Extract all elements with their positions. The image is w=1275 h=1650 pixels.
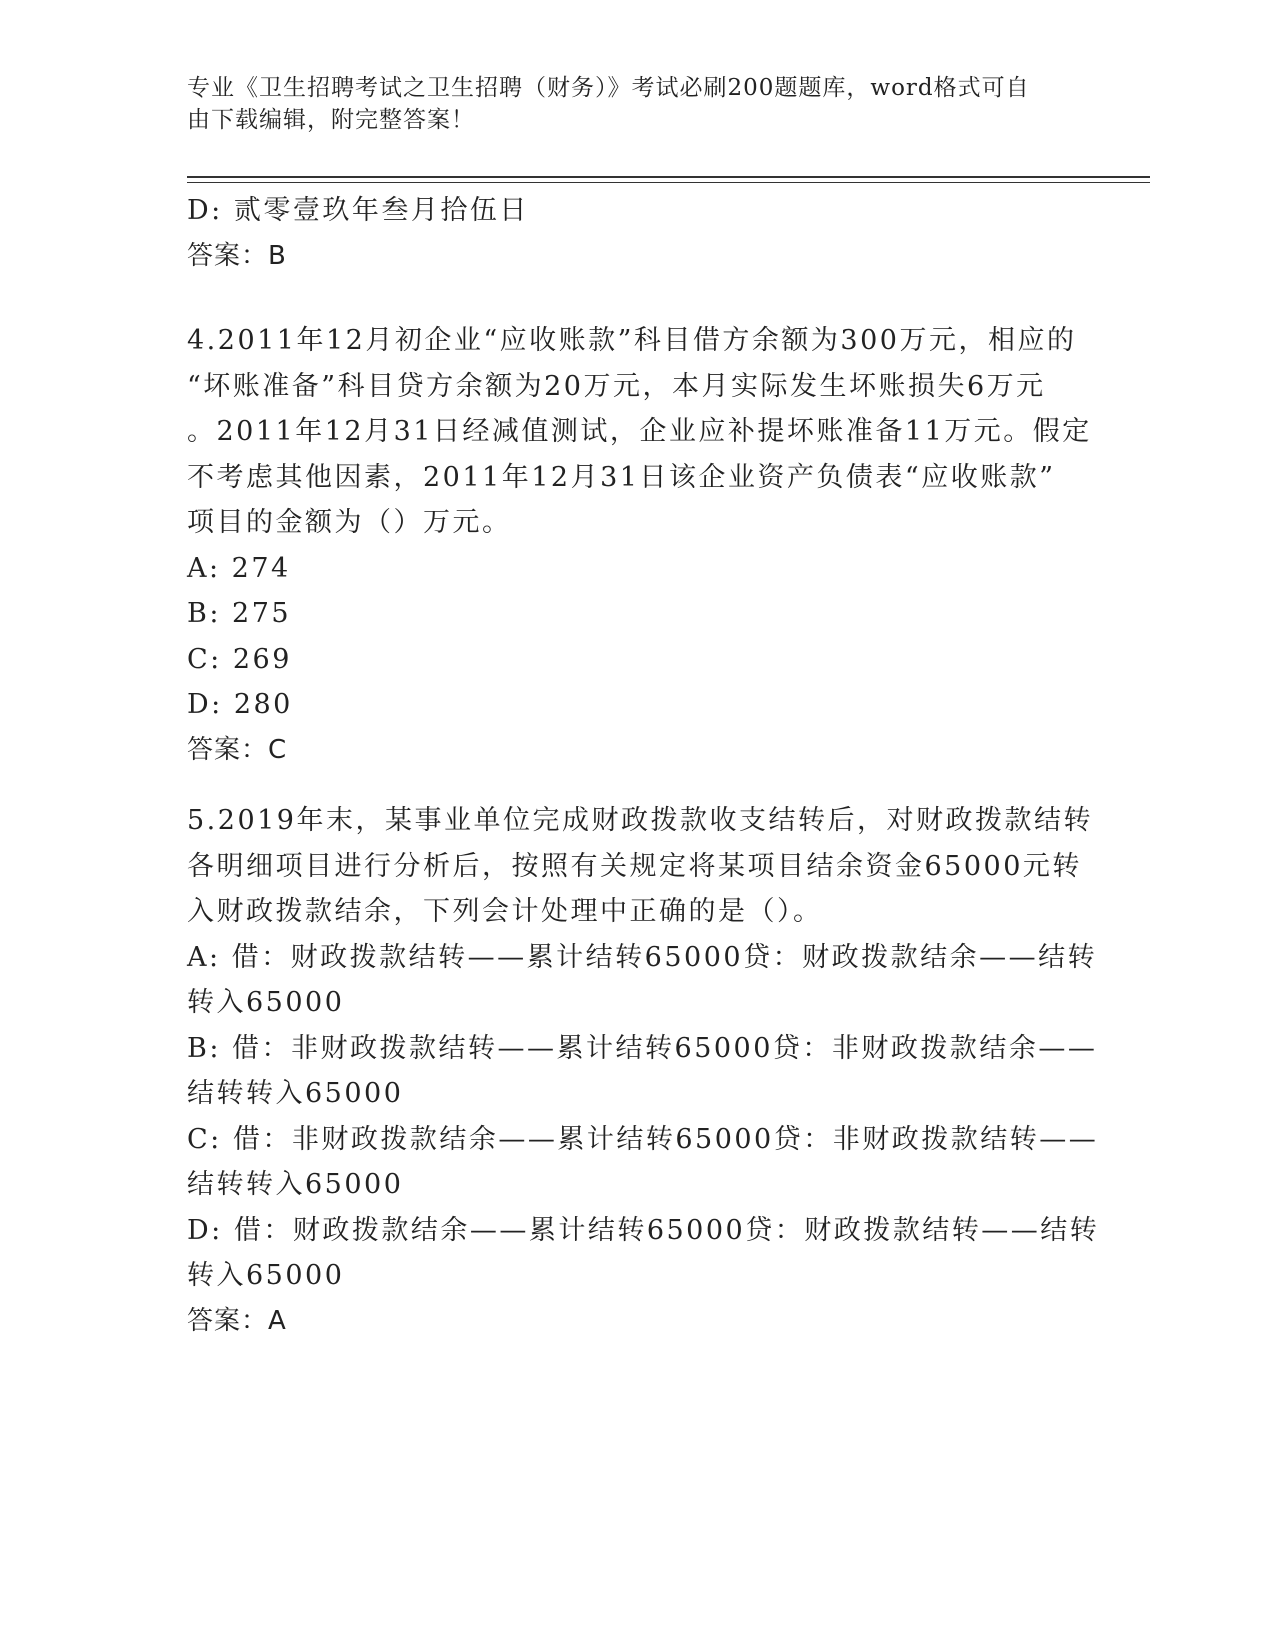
question-stem-line: 各明细项目进行分析后，按照有关规定将某项目结余资金65000元转 — [187, 850, 1082, 882]
question-stem-line: 入财政拨款结余，下列会计处理中正确的是（）。 — [187, 896, 823, 927]
option-a-continued: 转入65000 — [187, 987, 345, 1018]
option-c-continued: 结转转入65000 — [187, 1169, 404, 1200]
question-stem-line: 不考虑其他因素，2011年12月31日该企业资产负债表“应收账款” — [187, 461, 1056, 493]
question-3-tail — [187, 188, 1077, 279]
question-stem-line: 5.2019年末，某事业单位完成财政拨款收支结转后，对财政拨款结转 — [187, 805, 1093, 836]
header-line-1: 专业《卫生招聘考试之卫生招聘（财务）》考试必刷200题题库，word格式可自 — [187, 75, 1030, 101]
option-c: C: 269 — [187, 643, 292, 675]
option-c: C: 借：非财政拨款结余——累计结转65000贷：非财政拨款结转—— — [187, 1123, 1099, 1155]
question-4 — [187, 318, 1092, 773]
answer-label: 答案：C — [187, 734, 288, 765]
option-d: D: 借：财政拨款结余——累计结转65000贷：财政拨款结转——结转 — [187, 1214, 1100, 1246]
question-stem-line: “坏账准备”科目贷方余额为20万元，本月实际发生坏账损失6万元 — [187, 370, 1046, 402]
option-b: B: 275 — [187, 598, 292, 629]
header-divider-thick — [187, 176, 1150, 178]
header-line-2: 由下载编辑，附完整答案！ — [187, 107, 475, 133]
option-a: A: 274 — [187, 552, 291, 584]
question-5 — [187, 798, 1100, 1344]
option-d: D: 280 — [187, 689, 293, 720]
question-stem-line: 4.2011年12月初企业“应收账款”科目借方余额为300万元，相应的 — [187, 325, 1077, 356]
option-b: B: 借：非财政拨款结转——累计结转65000贷：非财政拨款结余—— — [187, 1032, 1098, 1064]
answer-label: 答案：A — [187, 1305, 287, 1336]
header-divider-thin — [187, 182, 1150, 183]
option-d-continued: 转入65000 — [187, 1260, 345, 1291]
answer-label: 答案：B — [187, 240, 287, 271]
option-d: D: 贰零壹玖年叁月拾伍日 — [187, 195, 529, 226]
question-stem-line: 项目的金额为（）万元。 — [187, 507, 512, 538]
option-b-continued: 结转转入65000 — [187, 1078, 404, 1109]
document-header — [187, 72, 1067, 136]
question-stem-line: 。2011年12月31日经减值测试，企业应补提坏账准备11万元。假定 — [187, 416, 1092, 447]
option-a: A: 借：财政拨款结转——累计结转65000贷：财政拨款结余——结转 — [187, 941, 1098, 973]
